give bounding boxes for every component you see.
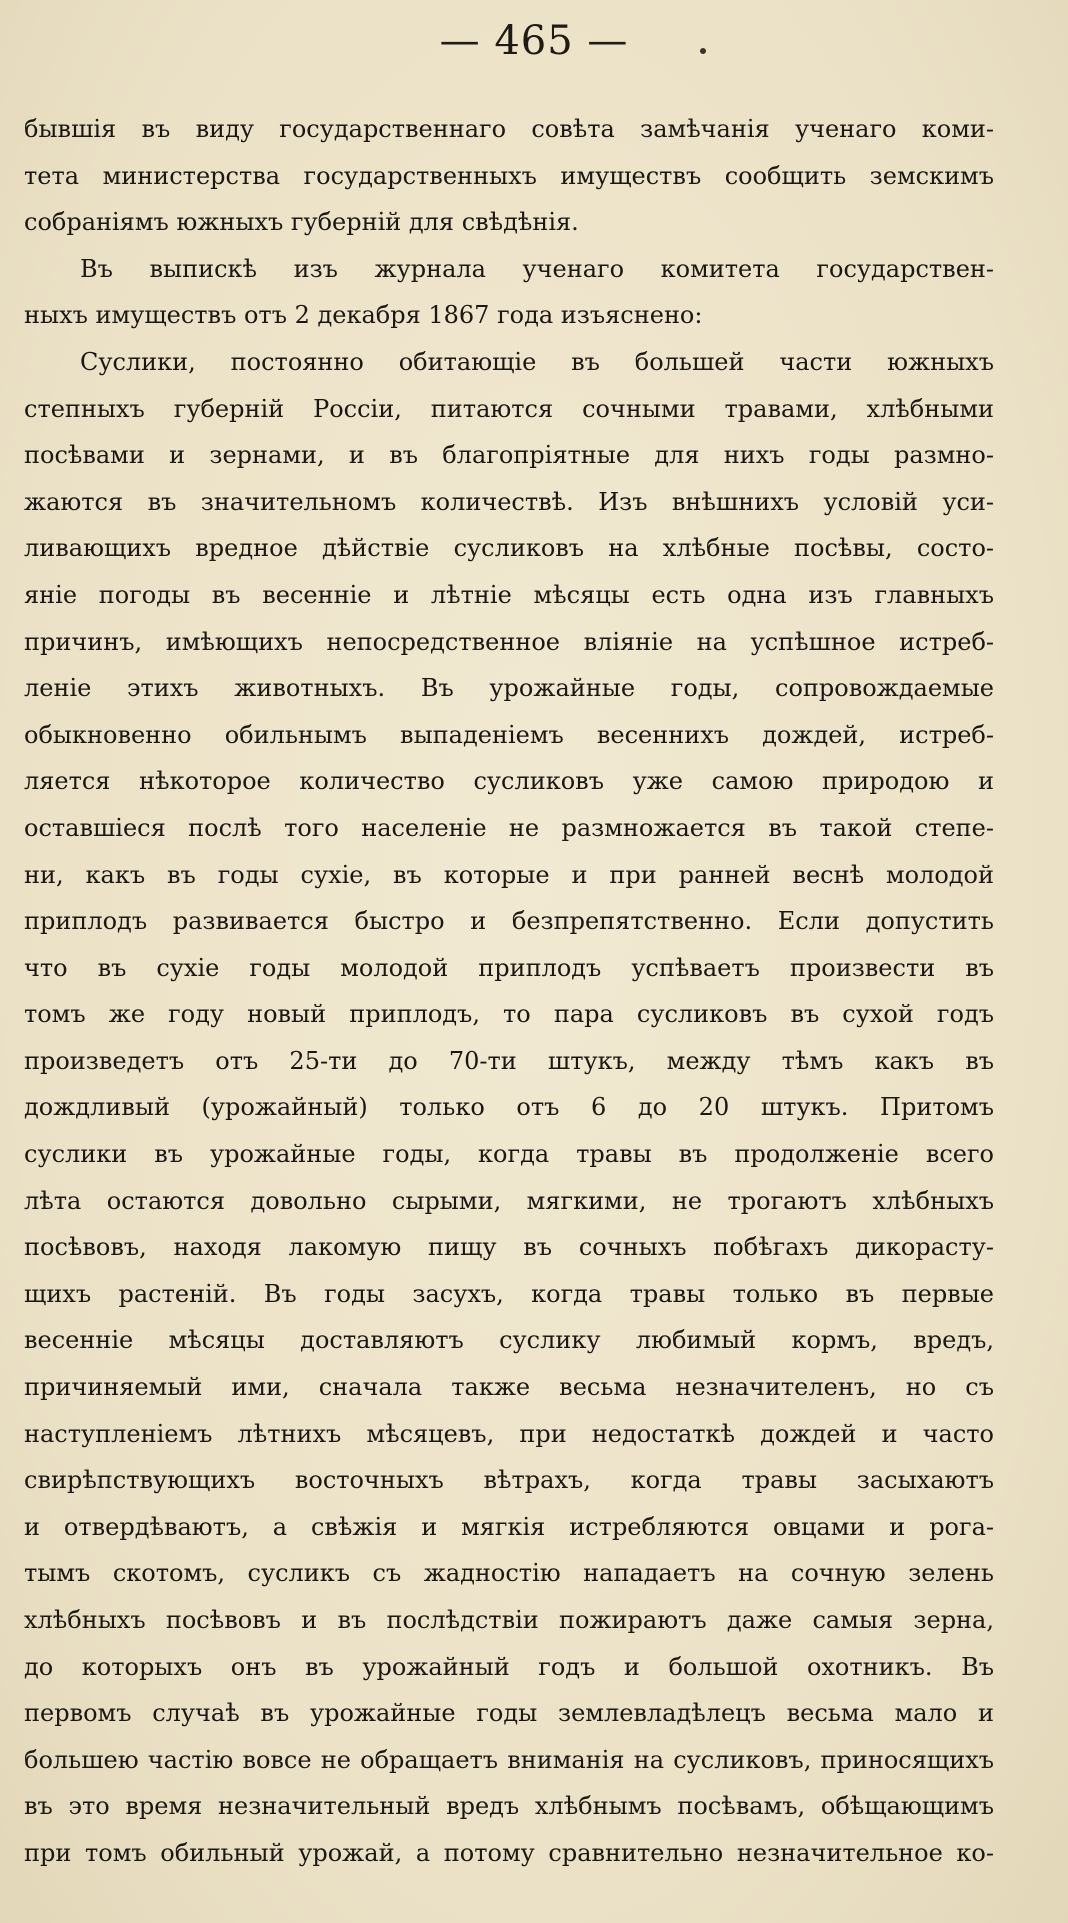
text-line: до которыхъ онъ въ урожайный годъ и большой охотникъ. Въ (24, 1652, 994, 1681)
text-line: весенніе мѣсяцы доставляютъ суслику любимый кормъ, вредъ, (24, 1326, 994, 1355)
text-line: наступленіемъ лѣтнихъ мѣсяцевъ, при недостаткѣ дождей и часто (24, 1419, 994, 1448)
page-number: — 465 — (439, 18, 629, 64)
text-line: приплодъ развивается быстро и безпрепятственно. Если допустить (24, 907, 994, 936)
ink-speck (700, 48, 706, 54)
text-line: причинъ, имѣющихъ непосредственное вліяніе на успѣшное истреб- (24, 627, 994, 656)
text-line: свирѣпствующихъ восточныхъ вѣтрахъ, когда травы засыхаютъ (24, 1466, 994, 1495)
text-line: яніе погоды въ весенніе и лѣтніе мѣсяцы есть одна изъ главныхъ (24, 580, 994, 609)
text-line: при томъ обильный урожай, а потому сравнительно незначительное ко- (24, 1838, 994, 1867)
text-line: и отвердѣваютъ, а свѣжія и мягкія истребляются овцами и рога- (24, 1512, 994, 1541)
text-line: причиняемый ими, сначала также весьма незначителенъ, но съ (24, 1373, 994, 1402)
text-line: произведетъ отъ 25-ти до 70-ти штукъ, между тѣмъ какъ въ (24, 1046, 994, 1075)
text-line: первомъ случаѣ въ урожайные годы землевладѣлецъ весьма мало и (24, 1699, 994, 1728)
text-line: посѣвами и зернами, и въ благопріятные для нихъ годы размно- (24, 441, 994, 470)
text-line: леніе этихъ животныхъ. Въ урожайные годы, сопровождаемые (24, 674, 994, 703)
text-line: степныхъ губерній Россіи, питаются сочными травами, хлѣбными (24, 394, 994, 423)
text-line: что въ сухіе годы молодой приплодъ успѣваетъ произвести въ (24, 953, 994, 982)
text-line: ливающихъ вредное дѣйствіе сусликовъ на хлѣбные посѣвы, состо- (24, 534, 994, 563)
text-line: хлѣбныхъ посѣвовъ и въ послѣдствіи пожираютъ даже самыя зерна, (24, 1606, 994, 1634)
text-line: тымъ скотомъ, сусликъ съ жадностію нападаетъ на сочную зелень (24, 1559, 994, 1588)
text-line: дождливый (урожайный) только отъ 6 до 20 штукъ. Притомъ (24, 1093, 994, 1122)
text-line: оставшіеся послѣ того населеніе не размножается въ такой степе- (24, 813, 994, 842)
text-line: собраніямъ южныхъ губерній для свѣдѣнія. (24, 208, 579, 237)
text-line: щихъ растеній. Въ годы засухъ, когда травы только въ первые (24, 1279, 994, 1308)
text-line: бывшія въ виду государственнаго совѣта замѣчанія ученаго коми- (24, 115, 994, 143)
text-line: тета министерства государственныхъ имуществъ сообщить земскимъ (24, 161, 994, 190)
text-line: томъ же году новый приплодъ, то пара сусликовъ въ сухой годъ (24, 1000, 994, 1029)
text-line: въ это время незначительный вредъ хлѣбнымъ посѣвамъ, обѣщающимъ (24, 1792, 994, 1821)
text-line: Въ выпискѣ изъ журнала ученаго комитета государствен- (80, 254, 994, 283)
text-line: ляется нѣкоторое количество сусликовъ уже самою природою и (24, 767, 994, 796)
text-line: ни, какъ въ годы сухіе, въ которые и при ранней веснѣ молодой (24, 860, 994, 889)
text-line: ныхъ имуществъ отъ 2 декабря 1867 года изъяснено: (24, 301, 703, 330)
text-line: жаются въ значительномъ количествѣ. Изъ внѣшнихъ условій уси- (24, 487, 994, 516)
text-line: обыкновенно обильнымъ выпаденіемъ весеннихъ дождей, истреб- (24, 720, 994, 749)
body-text (24, 106, 994, 1877)
text-line: суслики въ урожайные годы, когда травы въ продолженіе всего (24, 1140, 994, 1169)
text-line: посѣвовъ, находя лакомую пищу въ сочныхъ побѣгахъ дикорасту- (24, 1233, 994, 1262)
text-line: лѣта остаются довольно сырыми, мягкими, не трогаютъ хлѣбныхъ (24, 1186, 994, 1215)
text-line: Суслики, постоянно обитающіе въ большей части южныхъ (80, 347, 994, 376)
text-line: большею частію вовсе не обращаетъ вниманія на сусликовъ, приносящихъ (24, 1745, 994, 1774)
